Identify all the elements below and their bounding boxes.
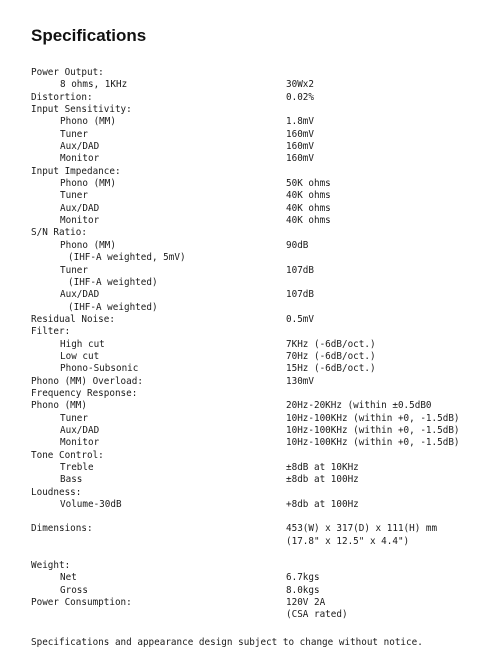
spec-label: Power Consumption: <box>31 597 132 609</box>
spec-label: Dimensions: <box>31 523 93 535</box>
spec-value: +8db at 100Hz <box>286 499 359 511</box>
spec-row-sens-aux <box>0 141 499 153</box>
spec-label: Tuner <box>60 264 88 276</box>
spec-value: 50K ohms <box>286 178 331 190</box>
spec-value: 6.7kgs <box>286 572 320 584</box>
spec-value <box>286 104 499 116</box>
spec-row-sens-phono <box>0 116 499 128</box>
spec-label: Monitor <box>60 215 100 227</box>
spec-value: 160mV <box>286 128 314 140</box>
spec-value: 7KHz (-6dB/oct.) <box>286 338 376 350</box>
spec-label: 8 ohms, 1KHz <box>60 79 128 91</box>
spec-row-low-cut <box>0 351 499 363</box>
spec-row-8-ohms <box>0 79 499 91</box>
spec-row-sn-phono <box>0 240 499 252</box>
spec-value: 0.02% <box>286 91 314 103</box>
spec-value: 160mV <box>286 141 314 153</box>
spec-label: Frequency Response: <box>31 387 138 399</box>
spec-label: S/N Ratio: <box>31 227 87 239</box>
spec-row-fr-tuner <box>0 413 499 425</box>
spec-row-input-sensitivity <box>0 104 499 116</box>
spec-label: Phono (MM) <box>31 400 87 412</box>
spec-row-sn-phono-note <box>0 252 499 264</box>
spec-value <box>286 67 499 79</box>
spec-row-frequency-response <box>0 388 499 400</box>
spec-label: Loudness: <box>31 486 82 498</box>
spec-value: 15Hz (-6dB/oct.) <box>286 363 376 375</box>
spec-value <box>286 487 499 499</box>
spec-row-sn-tuner-note <box>0 277 499 289</box>
spec-row-dimensions-inches <box>0 536 499 548</box>
spec-label: Input Sensitivity: <box>31 104 132 116</box>
spec-value: 70Hz (-6dB/oct.) <box>286 350 376 362</box>
spec-row-power-output <box>0 67 499 79</box>
spec-list <box>0 67 499 622</box>
spec-label: High cut <box>60 338 105 350</box>
spec-row-bass <box>0 474 499 486</box>
spec-label: Volume-30dB <box>60 499 122 511</box>
spec-label: Gross <box>60 584 88 596</box>
spec-label: Tuner <box>60 412 88 424</box>
spec-label: Aux/DAD <box>60 424 100 436</box>
spec-row-power-consumption <box>0 597 499 609</box>
spec-value: 40K ohms <box>286 190 331 202</box>
spec-row-sn-aux-note <box>0 302 499 314</box>
spec-row-filter <box>0 326 499 338</box>
spec-row-sn-aux <box>0 289 499 301</box>
spec-value: 120V 2A <box>286 597 326 609</box>
spec-label: Aux/DAD <box>60 202 100 214</box>
spec-value: 130mV <box>286 375 314 387</box>
spec-value <box>286 450 499 462</box>
spec-value: (17.8" x 12.5" x 4.4") <box>286 535 410 547</box>
spec-row-fr-aux <box>0 425 499 437</box>
spec-value: 10Hz-100KHz (within +0, -1.5dB) <box>286 424 460 436</box>
spec-label: Low cut <box>60 350 100 362</box>
spec-row-net <box>0 572 499 584</box>
spec-row-sn-ratio <box>0 227 499 239</box>
spec-value: 40K ohms <box>286 215 331 227</box>
spec-label: (IHF-A weighted) <box>68 276 158 288</box>
spec-row-distortion <box>0 92 499 104</box>
spec-label: Filter: <box>31 326 71 338</box>
spacer <box>0 548 499 560</box>
spec-value <box>286 560 499 572</box>
spec-row-gross <box>0 585 499 597</box>
spec-label: Tuner <box>60 190 88 202</box>
spec-row-phono-overload <box>0 376 499 388</box>
spec-value: 30Wx2 <box>286 79 314 91</box>
spec-value: 20Hz-20KHz (within ±0.5dB0 <box>286 400 432 412</box>
spec-value <box>286 227 499 239</box>
spec-value: ±8dB at 10KHz <box>286 462 359 473</box>
spec-label: Tuner <box>60 128 88 140</box>
spec-row-tone-control <box>0 450 499 462</box>
spec-value: 10Hz-100KHz (within +0, -1.5dB) <box>286 412 460 424</box>
spec-row-fr-monitor <box>0 437 499 449</box>
spec-value <box>286 302 499 314</box>
spec-label: Residual Noise: <box>31 313 115 325</box>
spec-value: 10Hz-100KHz (within +0, -1.5dB) <box>286 437 460 449</box>
spec-label: Distortion: <box>31 91 93 103</box>
spec-label: Net <box>60 572 77 584</box>
spec-label: Phono (MM) Overload: <box>31 375 143 387</box>
spec-label: Phono (MM) <box>60 239 116 251</box>
spec-value <box>286 252 499 264</box>
spec-value: 90dB <box>286 239 309 251</box>
spec-label: Aux/DAD <box>60 289 100 301</box>
spec-label: Phono (MM) <box>60 116 116 128</box>
spec-row-sens-tuner <box>0 129 499 141</box>
spec-row-residual-noise <box>0 314 499 326</box>
spec-label: Phono (MM) <box>60 178 116 190</box>
spec-row-imp-monitor <box>0 215 499 227</box>
spec-label <box>0 609 286 621</box>
spec-row-high-cut <box>0 339 499 351</box>
spec-row-csa-rated <box>0 609 499 621</box>
page-title: Specifications <box>31 26 147 45</box>
spec-row-phono-subsonic <box>0 363 499 375</box>
spec-row-imp-phono <box>0 178 499 190</box>
spec-row-sn-tuner <box>0 265 499 277</box>
spec-row-fr-phono <box>0 400 499 412</box>
spec-value: ±8db at 100Hz <box>286 474 359 486</box>
spec-value: (CSA rated) <box>286 609 348 621</box>
spec-row-imp-aux <box>0 203 499 215</box>
spec-label <box>0 536 286 548</box>
spec-row-loudness <box>0 487 499 499</box>
spec-row-weight <box>0 560 499 572</box>
spec-label: (IHF-A weighted) <box>68 301 158 313</box>
spec-label: Input Impedance: <box>31 165 121 177</box>
spec-label: Weight: <box>31 560 71 572</box>
spec-label: (IHF-A weighted, 5mV) <box>68 252 186 264</box>
spec-value: 160mV <box>286 153 314 165</box>
spec-value: 107dB <box>286 264 314 276</box>
spec-value <box>286 388 499 400</box>
spec-row-dimensions <box>0 523 499 535</box>
spec-value: 453(W) x 317(D) x 111(H) mm <box>286 523 438 535</box>
spec-value <box>286 277 499 289</box>
spec-row-imp-tuner <box>0 190 499 202</box>
spec-value: 0.5mV <box>286 313 314 325</box>
spacer <box>0 511 499 523</box>
spec-value: 40K ohms <box>286 202 331 214</box>
spec-label: Bass <box>60 474 83 486</box>
spec-row-volume <box>0 499 499 511</box>
spec-label: Treble <box>60 462 94 473</box>
spec-label: Monitor <box>60 153 100 165</box>
spec-label: Phono-Subsonic <box>60 363 139 375</box>
footer-note: Specifications and appearance design subject to change without notice. <box>31 637 423 648</box>
spec-label: Monitor <box>60 437 100 449</box>
spec-label: Tone Control: <box>31 449 104 461</box>
spec-label: Power Output: <box>31 67 104 78</box>
spec-value <box>286 166 499 178</box>
spec-value: 1.8mV <box>286 116 314 128</box>
spec-row-treble <box>0 462 499 474</box>
spec-label: Aux/DAD <box>60 141 100 153</box>
spec-value <box>286 326 499 338</box>
spec-value: 107dB <box>286 289 314 301</box>
spec-value: 8.0kgs <box>286 584 320 596</box>
spec-row-input-impedance <box>0 166 499 178</box>
spec-row-sens-monitor <box>0 153 499 165</box>
